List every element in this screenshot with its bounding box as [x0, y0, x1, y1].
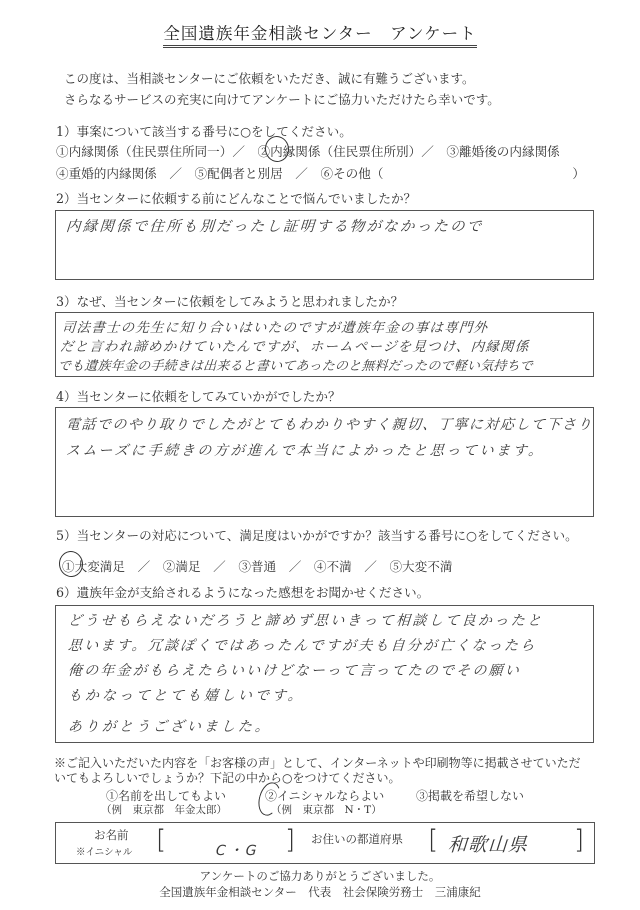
- prefecture-bracket-open: [: [428, 825, 439, 855]
- q2-answer-line: 内縁関係で住所も別だったし証明する物がなかったので: [65, 219, 484, 235]
- q2-question: 2）当センターに依頼する前にどんなことで悩んでいましたか？: [56, 191, 417, 206]
- q6-question: 6）遺族年金が支給されるようになった感想をお聞かせください。: [56, 585, 430, 600]
- consent-line-2: いてもよろしいでしょうか？下記の中から○をつけてください。: [54, 771, 401, 785]
- name-bracket-open: [: [156, 825, 167, 855]
- name-bracket-close: ]: [285, 825, 296, 855]
- q1-question: 1）事案について該当する番号に○をしてください。: [56, 124, 352, 139]
- consent-line-1: ※ご記入いただいた内容を「お客様の声」として、インターネットや印刷物等に掲載させていただ: [54, 756, 581, 770]
- q6-answer-line: 思います。冗談ぽくではあったんですが夫も自分が亡くなったら: [67, 638, 538, 654]
- q4-answer-box[interactable]: [55, 407, 594, 517]
- q5-question: 5）当センターの対応について、満足度はいかがですか？該当する番号に○をしてください。: [56, 528, 578, 543]
- consent-option-2-example: （例 東京都 N・T）: [271, 804, 382, 816]
- q1-options-line-1: ①内縁関係（住民票住所同一）／ ②内縁関係（住民票住所別）／ ③離婚後の内縁関係: [56, 144, 560, 159]
- consent-option-3[interactable]: ③掲載を希望しない: [416, 789, 525, 803]
- q4-question: 4）当センターに依頼をしてみていかがでしたか？: [56, 389, 341, 404]
- page-title: [0, 20, 640, 48]
- q6-answer-line: どうせもらえないだろうと諦めず思いきって相談して良かったと: [67, 613, 545, 629]
- footer-thanks: アンケートのご協力ありがとうございました。: [199, 869, 441, 883]
- q3-answer-line: でも遺族年金の手続きは出来ると書いてあったのと無料だったので軽い気持ちで: [57, 359, 534, 374]
- q1-options-line-2: ④重婚的内縁関係 ／ ⑤配偶者と別居 ／ ⑥その他（ ）: [56, 166, 585, 181]
- prefecture-label: お住いの都道府県: [311, 832, 403, 846]
- q3-answer-line: 司法書士の先生に知り合いはいたのですが遺族年金の事は専門外: [61, 320, 489, 336]
- prefecture-bracket-close: ]: [574, 825, 585, 855]
- name-sublabel: ※イニシャル: [76, 847, 133, 858]
- name-prefecture-box: [55, 822, 595, 864]
- consent-option-1-example: （例 東京都 年金太郎）: [101, 804, 227, 816]
- intro-line-2: さらなるサービスの充実に向けてアンケートにご協力いただけたら幸いです。: [64, 92, 500, 107]
- q6-answer-box[interactable]: [55, 605, 594, 743]
- q4-answer-line: 電話でのやり取りでしたがとてもわかりやすく親切、丁寧に対応して下さり: [65, 417, 594, 433]
- q4-answer-line: スムーズに手続きの方が進んで本当によかったと思っています。: [65, 443, 546, 459]
- prefecture-value[interactable]: 和歌山県: [447, 834, 529, 856]
- q3-answer-box[interactable]: [55, 312, 594, 377]
- name-label: お名前: [94, 828, 129, 842]
- q3-answer-line: だと言われ諦めかけていたんですが、ホームページを見つけ、内縁関係: [59, 339, 531, 355]
- q3-question: 3）なぜ、当センターに依頼をしてみようと思われましたか？: [56, 294, 404, 309]
- q6-answer-line: 俺の年金がもらえたらいいけどなーって言ってたのでその願い: [67, 663, 522, 679]
- q6-answer-line: ありがとうございました。: [67, 719, 273, 735]
- title-text: 全国遺族年金相談センター アンケート: [163, 20, 476, 48]
- name-value[interactable]: C・G: [215, 843, 261, 859]
- consent-option-2[interactable]: ②イニシャルならよい: [265, 789, 385, 803]
- consent-option-1[interactable]: ①名前を出してもよい: [106, 789, 227, 803]
- q2-answer-box[interactable]: [55, 210, 594, 280]
- q5-options: ①大変満足 ／ ②満足 ／ ③普通 ／ ④不満 ／ ⑤大変不満: [62, 559, 453, 574]
- q6-answer-line: もかなってとても嬉しいです。: [67, 688, 306, 704]
- intro-line-1: この度は、当相談センターにご依頼をいただき、誠に有難うございます。: [64, 71, 475, 86]
- footer-signature: 全国遺族年金相談センター 代表 社会保険労務士 三浦康紀: [159, 885, 481, 899]
